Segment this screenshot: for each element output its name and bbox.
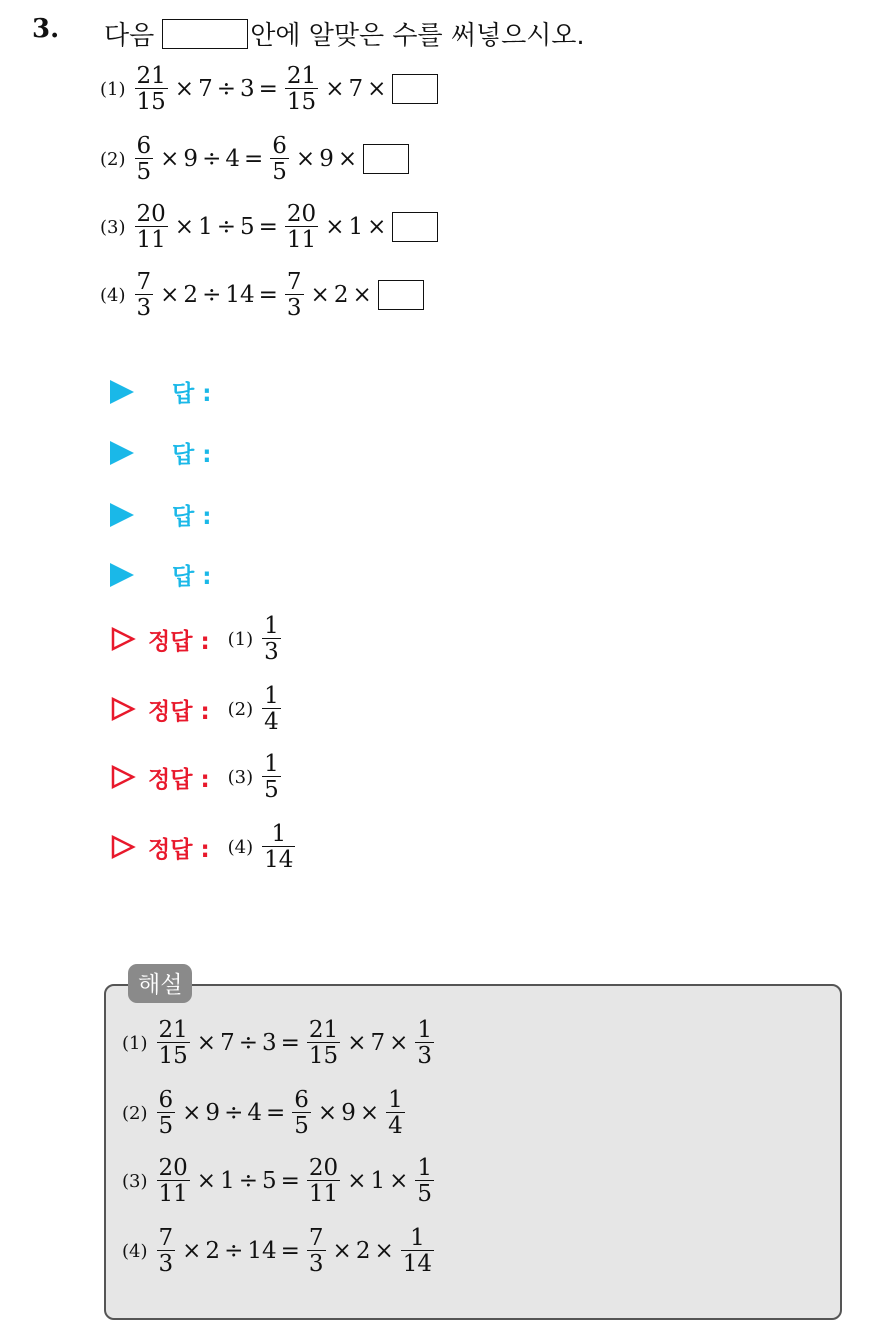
fraction bbox=[135, 202, 168, 252]
equals-sign: = bbox=[265, 1100, 286, 1127]
outline-triangle-icon bbox=[110, 834, 136, 860]
numerator: 6 bbox=[272, 133, 287, 159]
denominator: 11 bbox=[308, 1181, 339, 1208]
multiplier: 7 bbox=[220, 1030, 235, 1057]
times-sign: × bbox=[317, 1100, 338, 1127]
fraction bbox=[285, 202, 318, 252]
multiplier: 9 bbox=[319, 146, 334, 173]
fraction bbox=[292, 1088, 311, 1138]
denominator: 5 bbox=[136, 159, 152, 186]
play-triangle-icon bbox=[110, 441, 134, 465]
equals-sign: = bbox=[243, 146, 264, 173]
denominator: 3 bbox=[308, 1251, 324, 1278]
fraction bbox=[135, 270, 154, 320]
key-label: 정답 : bbox=[148, 628, 210, 655]
multiplier: 7 bbox=[370, 1030, 386, 1057]
solution-label: (2) bbox=[122, 1102, 148, 1124]
fraction bbox=[135, 64, 168, 114]
divide-sign: ÷ bbox=[202, 146, 222, 173]
problem-3 bbox=[100, 202, 438, 252]
divisor: 4 bbox=[247, 1100, 262, 1127]
fraction bbox=[262, 684, 281, 734]
key-row-1 bbox=[110, 614, 284, 664]
denominator: 11 bbox=[136, 227, 166, 254]
numerator: 1 bbox=[417, 1017, 433, 1043]
solution-label: (1) bbox=[122, 1032, 148, 1054]
multiplier: 9 bbox=[341, 1100, 356, 1127]
answer-fraction bbox=[415, 1018, 434, 1068]
denominator: 11 bbox=[286, 227, 317, 254]
numerator: 21 bbox=[158, 1017, 188, 1043]
fraction bbox=[262, 614, 281, 664]
prompt-text-after: 안에 알맞은 수를 써넣으시오. bbox=[250, 21, 585, 51]
answer-box[interactable] bbox=[392, 212, 438, 242]
fraction bbox=[285, 64, 318, 114]
divide-sign: ÷ bbox=[224, 1238, 244, 1265]
fraction bbox=[262, 822, 295, 872]
answer-row-3 bbox=[110, 498, 211, 531]
numerator: 1 bbox=[264, 751, 279, 777]
times-sign: × bbox=[332, 1238, 352, 1265]
denominator: 4 bbox=[264, 709, 279, 736]
times-sign: × bbox=[295, 146, 316, 173]
numerator: 1 bbox=[417, 1155, 433, 1181]
times-sign: × bbox=[196, 1030, 217, 1057]
numerator: 20 bbox=[158, 1155, 188, 1181]
multiplier: 1 bbox=[220, 1168, 235, 1195]
multiplier: 1 bbox=[198, 214, 213, 241]
key-value bbox=[228, 752, 284, 802]
equals-sign: = bbox=[258, 282, 278, 309]
equals-sign: = bbox=[280, 1168, 300, 1195]
answer-label: 답 : bbox=[172, 564, 212, 590]
solution-label: (4) bbox=[122, 1240, 148, 1262]
numerator: 21 bbox=[136, 63, 166, 89]
key-value bbox=[228, 684, 284, 734]
solution-line-1 bbox=[122, 1018, 437, 1068]
key-label: 정답 : bbox=[148, 698, 210, 725]
key-value bbox=[228, 614, 284, 664]
denominator: 3 bbox=[136, 295, 152, 322]
divide-sign: ÷ bbox=[202, 282, 222, 309]
denominator: 15 bbox=[308, 1043, 339, 1070]
solution-line-2 bbox=[122, 1088, 408, 1138]
answer-box[interactable] bbox=[378, 280, 424, 310]
outline-triangle-icon bbox=[110, 696, 136, 722]
prompt-text-before: 다음 bbox=[104, 21, 155, 51]
divisor: 4 bbox=[225, 146, 240, 173]
times-sign: × bbox=[310, 282, 330, 309]
multiplier: 2 bbox=[333, 282, 349, 309]
multiplier: 2 bbox=[355, 1238, 371, 1265]
divide-sign: ÷ bbox=[238, 1030, 258, 1057]
key-item-label: (2) bbox=[227, 698, 254, 720]
key-item-label: (4) bbox=[227, 836, 254, 858]
equals-sign: = bbox=[280, 1238, 300, 1265]
answer-box[interactable] bbox=[392, 74, 438, 104]
key-label: 정답 : bbox=[148, 766, 210, 793]
divisor: 3 bbox=[239, 76, 255, 103]
numerator: 1 bbox=[264, 613, 279, 639]
key-label: 정답 : bbox=[148, 836, 210, 863]
fraction bbox=[285, 270, 304, 320]
fraction bbox=[270, 134, 289, 184]
answer-fraction bbox=[386, 1088, 405, 1138]
times-sign: × bbox=[347, 1168, 367, 1195]
times-sign: × bbox=[337, 146, 358, 173]
equals-sign: = bbox=[280, 1030, 300, 1057]
times-sign: × bbox=[325, 76, 345, 103]
times-sign: × bbox=[182, 1238, 202, 1265]
denominator: 4 bbox=[388, 1113, 403, 1140]
problem-4 bbox=[100, 270, 424, 320]
numerator: 6 bbox=[158, 1087, 174, 1113]
solution-line-3 bbox=[122, 1156, 437, 1206]
numerator: 7 bbox=[158, 1225, 174, 1251]
numerator: 20 bbox=[136, 201, 166, 227]
numerator: 21 bbox=[308, 1017, 339, 1043]
fraction bbox=[157, 1088, 176, 1138]
answer-label: 답 : bbox=[172, 442, 212, 468]
play-triangle-icon bbox=[110, 380, 134, 404]
times-sign: × bbox=[347, 1030, 367, 1057]
denominator: 11 bbox=[158, 1181, 188, 1208]
numerator: 6 bbox=[136, 133, 152, 159]
answer-label: 답 : bbox=[172, 504, 212, 530]
problem-label: (2) bbox=[100, 148, 126, 170]
denominator: 15 bbox=[158, 1043, 188, 1070]
times-sign: × bbox=[367, 214, 387, 241]
divide-sign: ÷ bbox=[224, 1100, 244, 1127]
answer-row-2 bbox=[110, 436, 211, 469]
multiplier: 9 bbox=[183, 146, 199, 173]
problem-2 bbox=[100, 134, 409, 184]
denominator: 5 bbox=[158, 1113, 174, 1140]
multiplier: 7 bbox=[198, 76, 213, 103]
fraction bbox=[135, 134, 154, 184]
play-triangle-icon bbox=[110, 563, 134, 587]
key-item-label: (1) bbox=[227, 628, 254, 650]
fraction bbox=[307, 1156, 340, 1206]
numerator: 20 bbox=[286, 201, 317, 227]
divisor: 5 bbox=[239, 214, 255, 241]
numerator: 20 bbox=[308, 1155, 339, 1181]
key-item-label: (3) bbox=[227, 766, 254, 788]
times-sign: × bbox=[174, 214, 195, 241]
denominator: 3 bbox=[286, 295, 302, 322]
divisor: 14 bbox=[225, 282, 255, 309]
question-prompt bbox=[104, 15, 585, 52]
multiplier: 1 bbox=[370, 1168, 386, 1195]
multiplier: 1 bbox=[348, 214, 364, 241]
solution-line-4 bbox=[122, 1226, 437, 1276]
numerator: 6 bbox=[294, 1087, 309, 1113]
denominator: 5 bbox=[264, 777, 279, 804]
equals-sign: = bbox=[258, 76, 278, 103]
question-number: 3. bbox=[32, 14, 60, 44]
times-sign: × bbox=[174, 76, 195, 103]
divide-sign: ÷ bbox=[238, 1168, 258, 1195]
play-triangle-icon bbox=[110, 503, 134, 527]
key-row-2 bbox=[110, 684, 284, 734]
multiplier: 2 bbox=[205, 1238, 221, 1265]
numerator: 1 bbox=[388, 1087, 403, 1113]
numerator: 21 bbox=[286, 63, 317, 89]
fraction bbox=[157, 1156, 190, 1206]
denominator: 14 bbox=[402, 1251, 433, 1278]
answer-fraction bbox=[415, 1156, 434, 1206]
denominator: 5 bbox=[272, 159, 287, 186]
times-sign: × bbox=[389, 1030, 409, 1057]
times-sign: × bbox=[160, 146, 180, 173]
divisor: 14 bbox=[247, 1238, 277, 1265]
numerator: 7 bbox=[308, 1225, 324, 1251]
divisor: 3 bbox=[261, 1030, 277, 1057]
answer-row-1 bbox=[110, 375, 211, 408]
times-sign: × bbox=[160, 282, 180, 309]
answer-box[interactable] bbox=[363, 144, 409, 174]
outline-triangle-icon bbox=[110, 764, 136, 790]
divide-sign: ÷ bbox=[216, 76, 236, 103]
prompt-blank-box bbox=[162, 19, 248, 49]
denominator: 15 bbox=[136, 89, 166, 116]
times-sign: × bbox=[389, 1168, 409, 1195]
fraction bbox=[307, 1018, 340, 1068]
denominator: 5 bbox=[294, 1113, 309, 1140]
numerator: 7 bbox=[286, 269, 302, 295]
multiplier: 9 bbox=[205, 1100, 221, 1127]
key-row-3 bbox=[110, 752, 284, 802]
times-sign: × bbox=[182, 1100, 202, 1127]
denominator: 3 bbox=[158, 1251, 174, 1278]
numerator: 1 bbox=[410, 1225, 425, 1251]
answer-row-4 bbox=[110, 558, 211, 591]
key-value bbox=[228, 822, 299, 872]
numerator: 7 bbox=[136, 269, 152, 295]
answer-fraction bbox=[401, 1226, 434, 1276]
key-row-4 bbox=[110, 822, 298, 872]
numerator: 1 bbox=[271, 821, 287, 847]
fraction bbox=[307, 1226, 326, 1276]
denominator: 3 bbox=[417, 1043, 433, 1070]
divide-sign: ÷ bbox=[216, 214, 236, 241]
times-sign: × bbox=[367, 76, 387, 103]
fraction bbox=[262, 752, 281, 802]
times-sign: × bbox=[374, 1238, 394, 1265]
equals-sign: = bbox=[258, 214, 278, 241]
solution-title: 해설 bbox=[128, 964, 192, 1003]
numerator: 1 bbox=[264, 683, 279, 709]
outline-triangle-icon bbox=[110, 626, 136, 652]
problem-label: (4) bbox=[100, 284, 126, 306]
answer-label: 답 : bbox=[172, 381, 212, 407]
denominator: 14 bbox=[264, 847, 294, 874]
problem-1 bbox=[100, 64, 438, 114]
solution-label: (3) bbox=[122, 1170, 148, 1192]
multiplier: 2 bbox=[183, 282, 199, 309]
multiplier: 7 bbox=[348, 76, 364, 103]
times-sign: × bbox=[196, 1168, 217, 1195]
times-sign: × bbox=[359, 1100, 380, 1127]
denominator: 3 bbox=[264, 639, 279, 666]
times-sign: × bbox=[352, 282, 372, 309]
divisor: 5 bbox=[261, 1168, 277, 1195]
problem-label: (3) bbox=[100, 216, 126, 238]
problem-label: (1) bbox=[100, 78, 126, 100]
denominator: 15 bbox=[286, 89, 317, 116]
fraction bbox=[157, 1018, 190, 1068]
fraction bbox=[157, 1226, 176, 1276]
times-sign: × bbox=[325, 214, 345, 241]
denominator: 5 bbox=[417, 1181, 433, 1208]
